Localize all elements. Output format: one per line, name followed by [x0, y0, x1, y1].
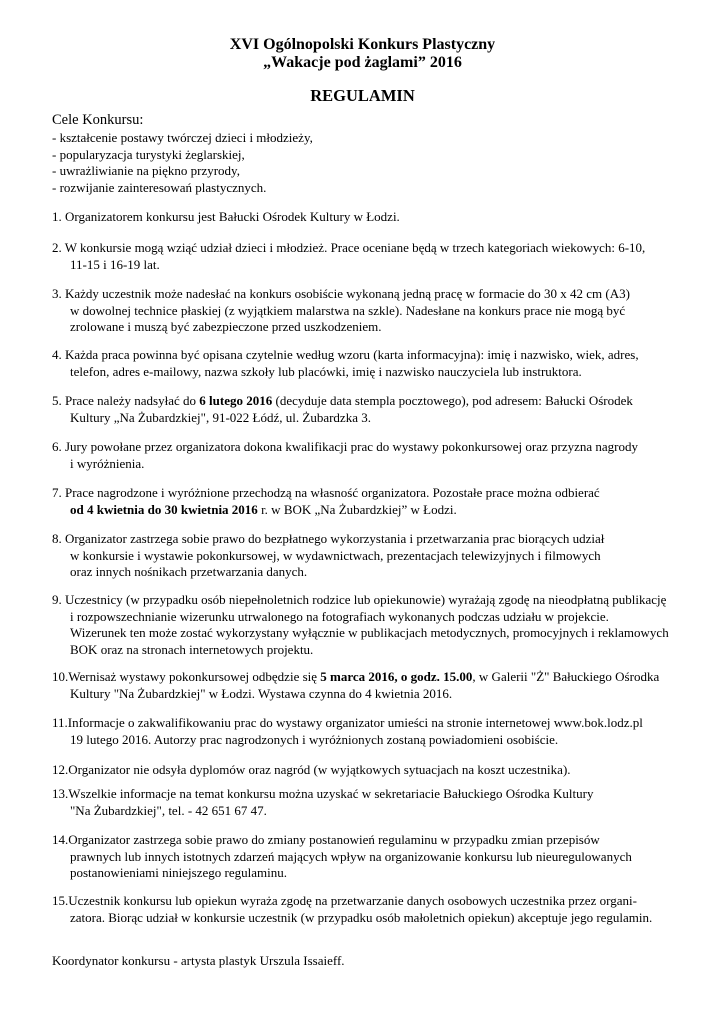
rule-line — [52, 669, 692, 686]
rule-text: 5. Prace należy nadsyłać do — [52, 393, 200, 408]
document-heading: REGULAMIN — [310, 86, 415, 105]
rule-line: oraz innych nośnikach przetwarzania danych. — [70, 564, 308, 579]
rule-line: Kultury "Na Żubardzkiej" w Łodzi. Wystawa czynna do 4 kwietnia 2016. — [70, 685, 453, 701]
rule-line: 8. Organizator zastrzega sobie prawo do bezpłatnego wykorzystania i przetwarzania prac biorących udział — [52, 531, 605, 546]
rule-6 — [52, 439, 692, 472]
rule-15 — [52, 893, 692, 926]
rule-line: postanowieniami niniejszego regulaminu. — [70, 865, 287, 880]
rule-line: zatora. Biorąc udział w konkursie uczestnik (w przypadku osób małoletnich opiekun) akceptuje jego regulamin. — [70, 909, 653, 925]
rule-line: w konkursie i wystawie pokonkursowej, w wydawnictwach, prezentacjach telewizyjnych i filmowych — [70, 547, 601, 563]
rule-14 — [52, 832, 692, 882]
rule-12 — [52, 762, 692, 779]
rule-9 — [52, 592, 692, 658]
rule-line: telefon, adres e-mailowy, nazwa szkoły lub placówki, imię i nazwisko nauczyciela lub instruktora. — [70, 363, 582, 379]
rule-line: zrolowane i muszą być zabezpieczone przed uszkodzeniem. — [70, 319, 382, 334]
opening-date: 5 marca 2016, o godz. 15.00 — [320, 669, 473, 684]
goals-list — [52, 130, 313, 196]
rule-line: 15.Uczestnik konkursu lub opiekun wyraża zgodę na przetwarzanie danych osobowych uczestnika przez organi- — [52, 893, 637, 908]
rule-line: w dowolnej technice płaskiej (z wyjątkiem malarstwa na szkle). Nadesłane na konkurs prace nie mogą być — [70, 302, 626, 318]
goals-title: Cele Konkursu: — [52, 112, 144, 128]
rule-line: 1. Organizatorem konkursu jest Bałucki Ośrodek Kultury w Łodzi. — [52, 209, 400, 224]
rule-text: , w Galerii "Ż" Bałuckiego Ośrodka — [472, 669, 660, 684]
rule-line: 3. Każdy uczestnik może nadesłać na konkurs osobiście wykonaną jedną pracę w formacie do 30 x 42 cm (A3) — [52, 286, 630, 301]
rule-10 — [52, 669, 692, 702]
rule-line: i rozpowszechnianie wizerunku utrwalonego na fotografiach wykonanych podczas udziału w projekcie. — [70, 608, 609, 624]
rule-5 — [52, 393, 692, 426]
rule-4 — [52, 347, 692, 380]
rule-line: 12.Organizator nie odsyła dyplomów oraz nagród (w wyjątkowych sytuacjach na koszt uczestnika). — [52, 762, 571, 777]
rule-line: 11.Informacje o zakwalifikowaniu prac do wystawy organizator umieści na stronie internetowej www.bok.lodz.pl — [52, 715, 643, 730]
rule-line — [52, 393, 692, 410]
rule-line: 14.Organizator zastrzega sobie prawo do zmiany postanowień regulaminu w przypadku zmian przepisów — [52, 832, 600, 847]
rule-line: 2. W konkursie mogą wziąć udział dzieci i młodzież. Prace oceniane będą w trzech kategoriach wiekowych: 6-10, — [52, 240, 646, 255]
rule-line — [52, 502, 692, 519]
rule-13 — [52, 786, 692, 819]
rule-line: Wizerunek ten może zostać wykorzystany wyłącznie w publikacjach metodycznych, promocyjnych i reklamowych — [70, 625, 669, 640]
rule-7 — [52, 485, 692, 518]
list-item: - uwrażliwianie na piękno przyrody, — [52, 163, 240, 178]
rule-line: 11-15 i 16-19 lat. — [70, 256, 160, 272]
rule-line: 9. Uczestnicy (w przypadku osób niepełnoletnich rodzice lub opiekunowie) wyrażają zgodę na nieodpłatną publikację — [52, 592, 667, 607]
rule-11 — [52, 715, 692, 748]
rule-line: 4. Każda praca powinna być opisana czytelnie według wzoru (karta informacyjna): imię i nazwisko, wiek, adres, — [52, 347, 639, 362]
rule-3 — [52, 286, 692, 336]
rule-2 — [52, 240, 692, 273]
rule-1 — [52, 209, 692, 226]
rule-8 — [52, 531, 692, 581]
rule-text: r. w BOK „Na Żubardzkiej” w Łodzi. — [257, 501, 457, 517]
rule-line: 6. Jury powołane przez organizatora dokona kwalifikacji prac do wystawy pokonkursowej oraz przyzna nagrody — [52, 439, 639, 454]
list-item: - popularyzacja turystyki żeglarskiej, — [52, 146, 245, 162]
document-subtitle: „Wakacje pod żaglami” 2016 — [263, 54, 462, 71]
rule-line: "Na Żubardzkiej", tel. - 42 651 67 47. — [70, 802, 267, 818]
list-item: - kształcenie postawy twórczej dzieci i młodzieży, — [52, 130, 313, 145]
list-item: - rozwijanie zainteresowań plastycznych. — [52, 179, 267, 195]
rule-line: Kultury „Na Żubardzkiej", 91-022 Łódź, ul. Żubardzka 3. — [70, 409, 371, 425]
document-title: XVI Ogólnopolski Konkurs Plastyczny — [229, 36, 496, 53]
rule-text: 10.Wernisaż wystawy pokonkursowej odbędzie się — [52, 669, 321, 684]
rule-text: (decyduje data stempla pocztowego), pod adresem: Bałucki Ośrodek — [272, 393, 633, 408]
pickup-dates: od 4 kwietnia do 30 kwietnia 2016 — [70, 501, 258, 517]
rule-line: 7. Prace nagrodzone i wyróżnione przechodzą na własność organizatora. Pozostałe prace można odbierać — [52, 485, 600, 500]
deadline-date: 6 lutego 2016 — [199, 393, 273, 408]
rule-line: 13.Wszelkie informacje na temat konkursu można uzyskać w sekretariacie Bałuckiego Ośrodka Kultury — [52, 786, 594, 801]
rule-line: i wyróżnienia. — [70, 455, 145, 471]
coordinator-note: Koordynator konkursu - artysta plastyk Urszula Issaieff. — [52, 953, 345, 968]
rule-line: BOK oraz na stronach internetowych projektu. — [70, 641, 314, 657]
rule-line: prawnych lub innych istotnych zdarzeń mających wpływ na organizowanie konkursu lub nieuregulowanych — [70, 848, 632, 864]
rule-line: 19 lutego 2016. Autorzy prac nagrodzonych i wyróżnionych zostaną powiadomieni osobiście. — [70, 731, 559, 747]
